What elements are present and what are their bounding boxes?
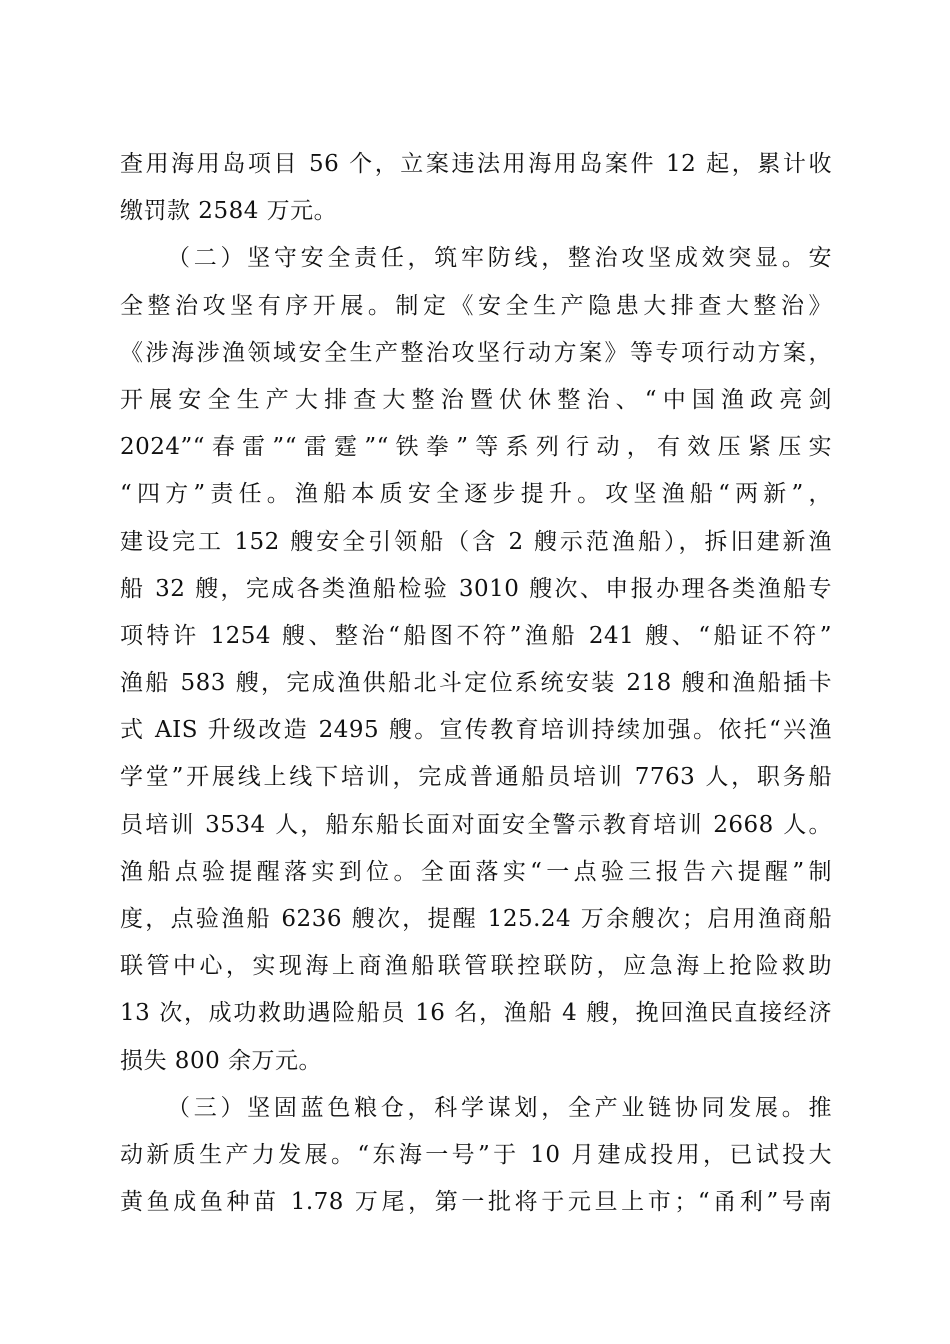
text-line: 动新质生产力发展。“东海一号”于 10 月建成投用，已试投大 [120,1141,832,1168]
text-line: “四方”责任。渔船本质安全逐步提升。攻坚渔船“两新”， [120,481,832,508]
text-line: 黄鱼成鱼种苗 1.78 万尾，第一批将于元旦上市；“甬利”号南 [120,1189,832,1216]
text-line: 学堂”开展线上线下培训，完成普通船员培训 7763 人，职务船 [120,764,832,791]
section-heading-line: （二）坚守安全责任，筑牢防线，整治攻坚成效突显。安 [167,245,832,272]
text-line: 项特许 1254 艘、整治“船图不符”渔船 241 艘、“船证不符” [120,622,832,649]
text-line: 式 AIS 升级改造 2495 艘。宣传教育培训持续加强。依托“兴渔 [120,717,832,744]
text-line: 度，点验渔船 6236 艘次，提醒 125.24 万余艘次；启用渔商船 [120,906,832,932]
section-heading-line: （三）坚固蓝色粮仓，科学谋划，全产业链协同发展。推 [167,1094,832,1121]
text-line: 开展安全生产大排查大整治暨伏休整治、“中国渔政亮剑 [120,386,832,413]
document-body [120,141,832,1226]
text-line: 13 次，成功救助遇险船员 16 名，渔船 4 艘，挽回渔民直接经济 [120,1000,832,1027]
text-line: 缴罚款 2584 万元。 [120,198,338,225]
text-line: 损失 800 余万元。 [120,1047,323,1074]
text-line: 员培训 3534 人，船东船长面对面安全警示教育培训 2668 人。 [120,811,832,838]
text-line: 船 32 艘，完成各类渔船检验 3010 艘次、申报办理各类渔船专 [120,575,832,602]
text-line: 建设完工 152 艘安全引领船（含 2 艘示范渔船），拆旧建新渔 [120,528,832,555]
text-line: 2024”“春雷”“雷霆”“铁拳”等系列行动，有效压紧压实 [120,434,832,461]
text-line: 全整治攻坚有序开展。制定《安全生产隐患大排查大整治》 [120,292,832,319]
text-line: 联管中心，实现海上商渔船联管联控联防，应急海上抢险救助 [120,953,832,980]
text-line: 渔船 583 艘，完成渔供船北斗定位系统安装 218 艘和渔船插卡 [120,670,832,697]
text-line: 查用海用岛项目 56 个，立案违法用海用岛案件 12 起，累计收 [120,151,832,177]
text-line: 《涉海涉渔领域安全生产整治攻坚行动方案》等专项行动方案， [120,339,832,366]
text-line: 渔船点验提醒落实到位。全面落实“一点验三报告六提醒”制 [120,858,832,885]
